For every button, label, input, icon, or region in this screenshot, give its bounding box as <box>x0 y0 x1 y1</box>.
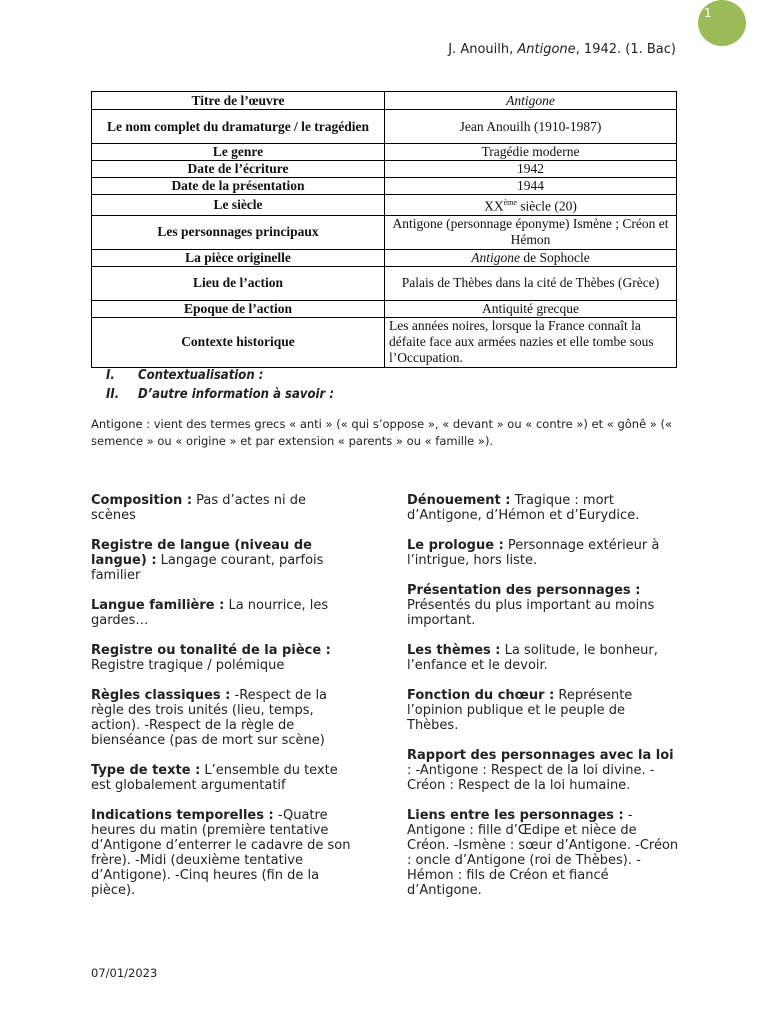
table-key: Lieu de l’action <box>92 266 385 300</box>
table-row <box>92 161 677 178</box>
table-key: Contexte historique <box>92 317 385 367</box>
section-heading: II. D’autre information à savoir : <box>106 387 335 402</box>
table-row <box>92 144 677 161</box>
list-item: Règles classiques : -Respect de la règle des trois unités (lieu, temps, action). -Respect de la règle de bienséance (pas de mort sur scène) <box>91 688 328 748</box>
right-column <box>407 493 679 913</box>
table-value: Les années noires, lorsque la France connaît la défaite face aux armées nazies et elle tombe sous l’Occupation. <box>385 317 677 367</box>
header-author: J. Anouilh, <box>448 42 518 57</box>
list-item: Rapport des personnages avec la loi : -Antigone : Respect de la loi divine. -Créon : Respect de la loi humaine. <box>407 748 674 793</box>
list-item: Type de texte : L’ensemble du texte est globalement argumentatif <box>91 763 338 793</box>
table-key: Les personnages principaux <box>92 215 385 249</box>
list-item: Dénouement : Tragique : mort d’Antigone, d’Hémon et d’Eurydice. <box>407 493 640 523</box>
footer-date: 07/01/2023 <box>91 966 158 980</box>
table-row <box>92 317 677 367</box>
table-value: Palais de Thèbes dans la cité de Thèbes (Grèce) <box>385 266 677 300</box>
list-item: Le prologue : Personnage extérieur à l’intrigue, hors liste. <box>407 538 660 568</box>
header-work-title: Antigone <box>517 42 576 57</box>
table-key: Titre de l’œuvre <box>92 92 385 110</box>
info-table <box>91 91 677 368</box>
table-value: Antigone de Sophocle <box>385 249 677 266</box>
table-key: Date de l’écriture <box>92 161 385 178</box>
table-value: Jean Anouilh (1910-1987) <box>385 110 677 144</box>
table-row <box>92 249 677 266</box>
table-row <box>92 110 677 144</box>
list-item: Indications temporelles : -Quatre heures du matin (première tentative d’Antigone d’enterrer le cadavre de son frère). -Midi (deuxième tentative d’Antigone). -Cinq heures (fin de la pièce). <box>91 808 351 898</box>
list-item: Registre de langue (niveau de langue) : Langage courant, parfois familier <box>91 538 324 583</box>
table-key: Le siècle <box>92 195 385 216</box>
list-item: Composition : Pas d’actes ni de scènes <box>91 493 307 523</box>
table-value: XXème siècle (20) <box>385 195 677 216</box>
table-value: 1942 <box>385 161 677 178</box>
table-value: Tragédie moderne <box>385 144 677 161</box>
table-row <box>92 195 677 216</box>
table-row <box>92 215 677 249</box>
list-item: Fonction du chœur : Représente l’opinion publique et le peuple de Thèbes. <box>407 688 633 733</box>
table-value: Antigone <box>385 92 677 110</box>
table-key: Le genre <box>92 144 385 161</box>
section-heading: I. Contextualisation : <box>106 368 264 383</box>
header-info: , 1942. (1. Bac) <box>575 42 676 57</box>
table-row <box>92 300 677 317</box>
left-column <box>91 493 353 913</box>
table-value: Antiquité grecque <box>385 300 677 317</box>
table-key: Date de la présentation <box>92 178 385 195</box>
list-item: Registre ou tonalité de la pièce : Registre tragique / polémique <box>91 643 331 673</box>
table-value: 1944 <box>385 178 677 195</box>
page-number-badge <box>698 0 746 46</box>
page-number: 1 <box>704 6 712 20</box>
table-key: Le nom complet du dramaturge / le tragédien <box>92 110 385 144</box>
table-key: La pièce originelle <box>92 249 385 266</box>
table-row <box>92 178 677 195</box>
table-value: Antigone (personnage éponyme) Ismène ; Créon et Hémon <box>385 215 677 249</box>
document-header <box>448 42 676 57</box>
etymology-paragraph: Antigone : vient des termes grecs « anti » (« qui s’oppose », « devant » ou « contre ») et « gônê » (« semence » ou « origine » et par extension « parents » ou « famille »). <box>91 417 673 448</box>
table-row <box>92 92 677 110</box>
list-item: Les thèmes : La solitude, le bonheur, l’enfance et le devoir. <box>407 643 658 673</box>
table-row <box>92 266 677 300</box>
list-item: Langue familière : La nourrice, les gardes… <box>91 598 329 628</box>
table-key: Epoque de l’action <box>92 300 385 317</box>
list-item: Liens entre les personnages : -Antigone : fille d’Œdipe et nièce de Créon. -Ismène : sœur d’Antigone. -Créon : oncle d’Antigone (roi de Thèbes). -Hémon : fils de Créon et fiancé d’Antigone. <box>407 808 679 898</box>
list-item: Présentation des personnages : Présentés du plus important au moins important. <box>407 583 655 628</box>
